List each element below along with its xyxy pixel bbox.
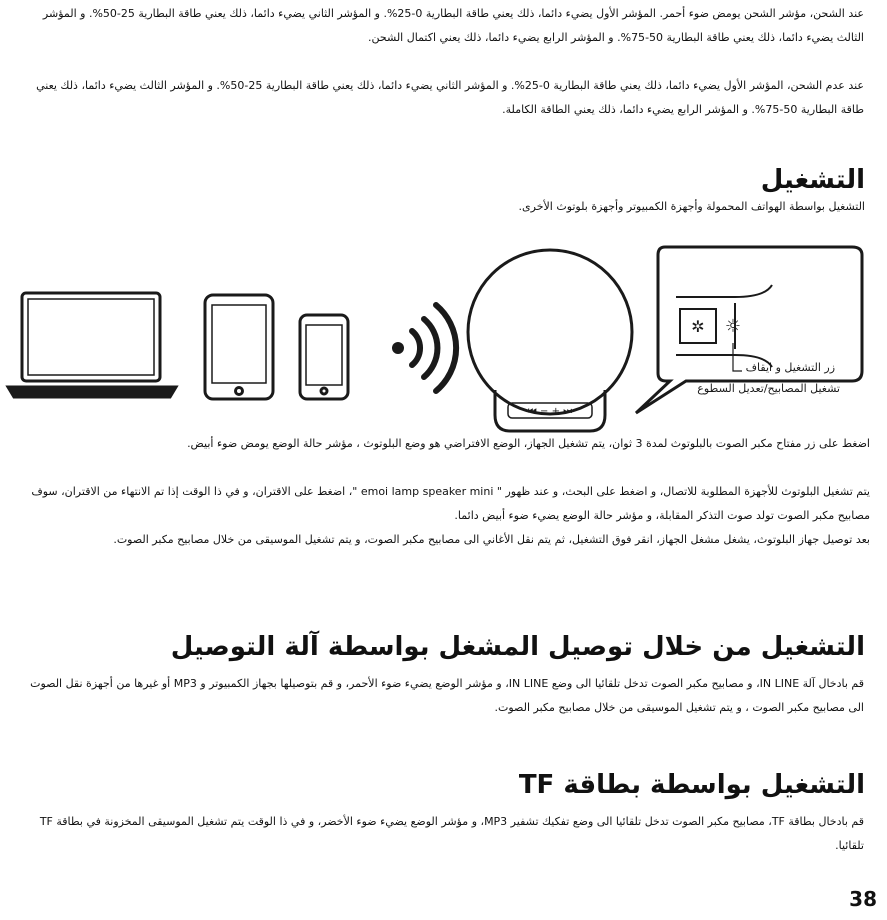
page-number: 38 <box>849 887 877 911</box>
laptop-icon <box>8 293 176 397</box>
operation-paragraph-playback: بعد توصيل جهاز البلوتوث، يشغل مشغل الجهاز، انقر فوق التشغيل، ثم يتم نقل الأغاني الى مصابيح مكبر الصوت، و يتم تشغيل الموسيقى من خلال مصابيح مكبر الصوت. <box>113 533 870 546</box>
operation-intro: التشغيل بواسطة الهواتف المحمولة وأجهزة الكمبيوتر وأجهزة بلوتوث الأخرى. <box>518 200 865 213</box>
connection-illustration <box>0 225 887 435</box>
tf-card-title: التشغيل بواسطة بطاقة TF <box>518 770 865 800</box>
wireless-signal-icon <box>392 305 456 391</box>
callout-label-lights: تشغيل المصابيح/تعديل السطوع <box>697 382 840 395</box>
power-button-icon: ☼ <box>724 316 742 337</box>
indicator-paragraph-not-charging: عند عدم الشحن، المؤشر الأول يضيء دائما، ذلك يعني طاقة البطارية 0-25%. و المؤشر الثاني يضيء دائما، ذلك يعني طاقة البطارية 25-50%. و المؤشر الثالث يضيء دائما، ذلك يعني طاقة البطارية 50-75%. و المؤشر الرابع يضيء دائما، ذلك يعني الطاقة الكاملة. <box>36 79 864 116</box>
light-button-icon: ✲ <box>691 317 705 336</box>
phone-icon <box>300 315 348 399</box>
indicator-paragraph-charging: عند الشحن، مؤشر الشحن يومض ضوء أحمر. المؤشر الأول يضيء دائما، ذلك يعني طاقة البطارية 0-25%. و المؤشر الثاني يضيء دائما، ذلك يعني طاقة البطارية 25-50%. و المؤشر الثالث يضيء دائما، ذلك يعني طاقة البطارية 50-75%. و المؤشر الرابع يضيء دائما، ذلك يعني اكتمال الشحن. <box>42 7 864 44</box>
operation-paragraph-power-on: اضغط على زر مفتاح مكبر الصوت بالبلوتوث لمدة 3 ثوان، يتم تشغيل الجهاز، الوضع الافتراضي هو وضع البلوتوث ، مؤشر حالة الوضع يومض ضوء أبيض. <box>187 437 870 450</box>
button-bar-label: ⏮ − + ⏭ <box>527 406 573 417</box>
tablet-icon <box>205 295 273 399</box>
speaker-lamp-illustration <box>468 250 632 431</box>
operation-title: التشغيل <box>760 165 865 195</box>
operation-paragraph-pairing: يتم تشغيل البلوتوث للأجهزة المطلوبة للاتصال، و اضغط على البحث، و عند ظهور " emoi lamp speaker mini "، اضغط على الاقتران، و في ذا الوقت إذا تم الانتهاء من الاقتران، سوف مصابيح مكبر الصوت تولد صوت التذكر المقابلة، و مؤشر حالة الوضع يضيء ضوء أبيض دائما. <box>31 485 870 522</box>
callout-label-power: زر التشغيل و ايقاف <box>745 361 835 374</box>
line-in-paragraph: قم بادخال آلة IN LINE، و مصابيح مكبر الصوت تدخل تلقائيا الى وضع IN LINE، و مؤشر الوضع يضيء ضوء الأحمر، و قم بتوصيلها بجهاز الكمبيوتر و MP3 أو غيرها من أجهزة نقل الصوت الى مصابيح مكبر الصوت ، و يتم تشغيل الموسيقى من خلال مصابيح مكبر الصوت. <box>30 677 864 714</box>
tf-card-paragraph: قم بادخال بطاقة TF، مصابيح مكبر الصوت تدخل تلقائيا الى وضع تفكيك تشفير MP3، و مؤشر الوضع يضيء ضوء الأخضر، و في ذا الوقت يتم تشغيل الموسيقى المخزونة في بطاقة TF تلقائيا. <box>39 815 864 852</box>
line-in-title: التشغيل من خلال توصيل المشغل بواسطة آلة التوصيل <box>170 632 865 662</box>
